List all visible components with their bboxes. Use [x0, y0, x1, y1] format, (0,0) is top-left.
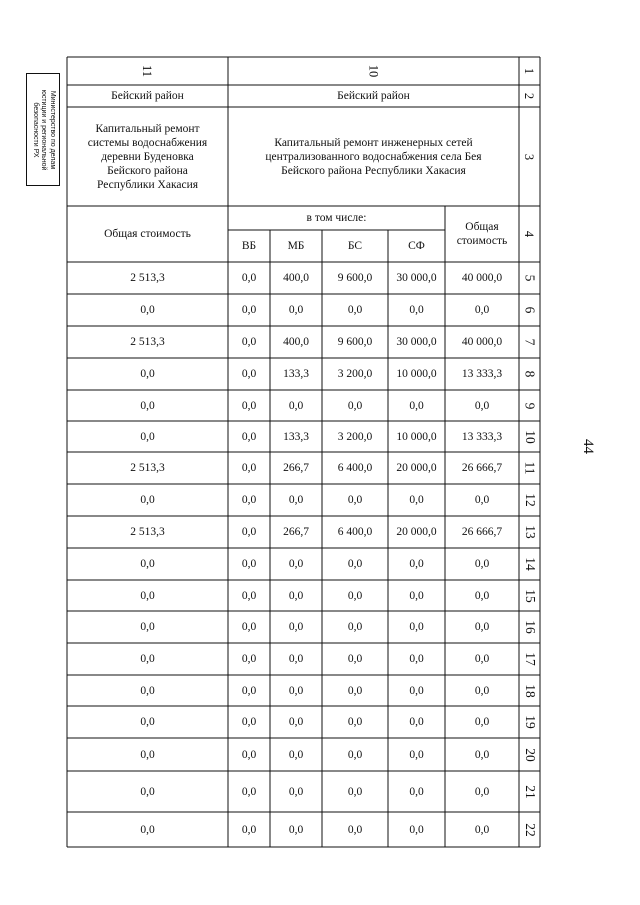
cell-total: 26 666,7: [461, 526, 503, 538]
cell-total: 0,0: [474, 716, 490, 728]
cell-sf: 0,0: [409, 589, 424, 602]
row-number: 19: [522, 715, 538, 729]
cell-total: 40 000,0: [461, 336, 503, 348]
cell-total: 40 000,0: [461, 272, 503, 284]
row-number: 7: [522, 338, 538, 346]
cell-sf: 0,0: [409, 716, 424, 728]
row-number: 12: [522, 493, 538, 507]
cell-sf: 0,0: [409, 823, 424, 836]
cell-c11: 0,0: [140, 716, 155, 728]
cell-bs: 0,0: [347, 621, 363, 633]
cell-sf: 10 000,0: [396, 430, 437, 443]
cell-sf: 0,0: [409, 621, 424, 633]
cell-c11: 2 513,3: [130, 462, 165, 474]
cell-mb: 0,0: [288, 558, 304, 570]
row-number: 10: [522, 429, 538, 444]
cell-vb: 0,0: [241, 336, 257, 348]
cell-bs: 9 600,0: [337, 272, 373, 284]
total-cost-header-10: Общая стоимость: [456, 221, 508, 247]
cell-mb: 266,7: [283, 526, 309, 538]
cell-c11: 0,0: [140, 430, 155, 443]
cell-total: 13 333,3: [461, 430, 503, 443]
cell-vb: 0,0: [241, 368, 257, 380]
cell-c11: 0,0: [140, 494, 155, 506]
cell-sf: 0,0: [409, 494, 424, 506]
cell-c11: 0,0: [140, 785, 155, 798]
row-number: 14: [522, 557, 538, 571]
mb-header: МБ: [287, 240, 305, 252]
row-number-1: 1: [522, 67, 537, 75]
row-number: 21: [522, 784, 538, 799]
cell-mb: 0,0: [288, 785, 304, 798]
row-number: 17: [522, 652, 538, 666]
cell-vb: 0,0: [241, 399, 257, 412]
cell-vb: 0,0: [241, 558, 257, 570]
col-number-10: 10: [366, 64, 381, 78]
cell-sf: 0,0: [409, 399, 424, 412]
cell-vb: 0,0: [241, 823, 257, 836]
cell-bs: 3 200,0: [337, 368, 373, 380]
row-number: 20: [522, 747, 538, 762]
cell-bs: 0,0: [347, 785, 363, 798]
cell-total: 26 666,7: [461, 462, 503, 474]
cell-c11: 0,0: [140, 653, 155, 665]
cell-mb: 0,0: [288, 748, 304, 761]
district-c10: Бейский район: [337, 90, 410, 102]
row-number: 13: [522, 525, 538, 539]
cell-c11: 0,0: [140, 399, 155, 412]
row-number: 11: [522, 461, 538, 475]
cell-mb: 0,0: [288, 823, 304, 836]
cell-mb: 0,0: [288, 653, 304, 665]
cell-c11: 0,0: [140, 621, 155, 633]
cell-bs: 0,0: [347, 823, 363, 836]
row-number: 16: [522, 620, 538, 634]
cell-bs: 0,0: [347, 748, 363, 761]
row-number: 9: [522, 402, 538, 409]
cell-total: 0,0: [474, 653, 490, 665]
cell-sf: 0,0: [409, 684, 424, 697]
cell-bs: 6 400,0: [337, 462, 373, 474]
project-c11: Капитальный ремонт системы водоснабжения деревни Буденовка Бейского района Республики Хакасия: [87, 122, 208, 191]
bs-header: БС: [347, 240, 363, 252]
cell-bs: 0,0: [347, 399, 363, 412]
sf-header: СФ: [408, 240, 425, 252]
row-number: 22: [522, 822, 538, 837]
cell-vb: 0,0: [241, 785, 257, 798]
cell-total: 0,0: [474, 748, 490, 761]
cell-sf: 0,0: [409, 748, 424, 761]
cell-mb: 400,0: [283, 336, 309, 348]
cell-c11: 0,0: [140, 304, 155, 316]
cell-mb: 0,0: [288, 589, 304, 602]
row-number: 18: [522, 683, 538, 698]
cell-c11: 0,0: [140, 684, 155, 697]
row-number: 8: [522, 370, 538, 378]
cell-total: 0,0: [474, 785, 490, 798]
cell-bs: 0,0: [347, 589, 363, 602]
cell-total: 0,0: [474, 558, 490, 570]
cell-bs: 0,0: [347, 653, 363, 665]
cell-mb: 0,0: [288, 304, 304, 316]
vb-header: ВБ: [241, 240, 257, 252]
cell-total: 0,0: [474, 494, 490, 506]
cell-vb: 0,0: [241, 304, 257, 316]
cell-vb: 0,0: [241, 430, 257, 443]
cell-sf: 20 000,0: [396, 462, 437, 474]
cell-mb: 0,0: [288, 684, 304, 697]
cell-mb: 400,0: [283, 272, 309, 284]
cell-sf: 30 000,0: [396, 272, 437, 284]
cell-mb: 133,3: [283, 368, 309, 380]
cell-bs: 0,0: [347, 304, 363, 316]
cell-c11: 2 513,3: [130, 336, 165, 348]
cell-vb: 0,0: [241, 462, 257, 474]
stamp-text: Министерство по делам юстиции и региональной безопасности РХ: [31, 89, 56, 170]
cell-mb: 0,0: [288, 399, 304, 412]
cell-sf: 0,0: [409, 304, 424, 316]
cell-total: 13 333,3: [461, 368, 503, 380]
cell-sf: 0,0: [409, 558, 424, 570]
cell-bs: 0,0: [347, 558, 363, 570]
cell-sf: 0,0: [409, 653, 424, 665]
cell-c11: 0,0: [140, 368, 155, 380]
cell-bs: 3 200,0: [337, 430, 373, 443]
row-number: 6: [522, 306, 538, 314]
cell-bs: 0,0: [347, 684, 363, 697]
cell-c11: 0,0: [140, 589, 155, 602]
including-header: в том числе:: [306, 212, 367, 224]
cell-total: 0,0: [474, 823, 490, 836]
row-number-2: 2: [522, 92, 537, 100]
cell-total: 0,0: [474, 621, 490, 633]
cell-mb: 266,7: [283, 462, 309, 474]
cell-c11: 0,0: [140, 558, 155, 570]
cell-c11: 2 513,3: [130, 526, 165, 538]
cell-vb: 0,0: [241, 748, 257, 761]
cell-vb: 0,0: [241, 494, 257, 506]
cell-sf: 0,0: [409, 785, 424, 798]
total-cost-header-11: Общая стоимость: [104, 228, 191, 240]
cell-vb: 0,0: [241, 716, 257, 728]
cell-vb: 0,0: [241, 684, 257, 697]
row-number: 5: [522, 274, 538, 282]
cell-c11: 0,0: [140, 748, 155, 761]
cell-mb: 0,0: [288, 716, 304, 728]
page-number: 44: [579, 438, 596, 454]
row-number-4: 4: [522, 230, 537, 238]
cell-c11: 2 513,3: [130, 272, 165, 284]
district-c11: Бейский район: [111, 90, 184, 102]
cell-bs: 6 400,0: [337, 526, 373, 538]
col-number-11: 11: [140, 64, 155, 78]
row-number-3: 3: [522, 153, 537, 160]
cell-bs: 0,0: [347, 716, 363, 728]
cell-c11: 0,0: [140, 823, 155, 836]
cell-vb: 0,0: [241, 653, 257, 665]
cell-bs: 0,0: [347, 494, 363, 506]
cell-vb: 0,0: [241, 621, 257, 633]
cell-bs: 9 600,0: [337, 336, 373, 348]
cell-total: 0,0: [474, 589, 490, 602]
cell-total: 0,0: [474, 399, 490, 412]
cell-total: 0,0: [474, 304, 490, 316]
row-number: 15: [522, 588, 538, 603]
cell-total: 0,0: [474, 684, 490, 697]
cell-mb: 0,0: [288, 494, 304, 506]
cell-sf: 10 000,0: [396, 368, 437, 380]
cell-sf: 20 000,0: [396, 526, 437, 538]
cell-mb: 133,3: [283, 430, 309, 443]
cell-mb: 0,0: [288, 621, 304, 633]
cell-sf: 30 000,0: [396, 336, 437, 348]
project-c10: Капитальный ремонт инженерных сетей централизованного водоснабжения села Бея Бейского района Республики Хакасия: [265, 136, 482, 177]
cell-vb: 0,0: [241, 272, 257, 284]
cell-vb: 0,0: [241, 589, 257, 602]
cell-vb: 0,0: [241, 526, 257, 538]
